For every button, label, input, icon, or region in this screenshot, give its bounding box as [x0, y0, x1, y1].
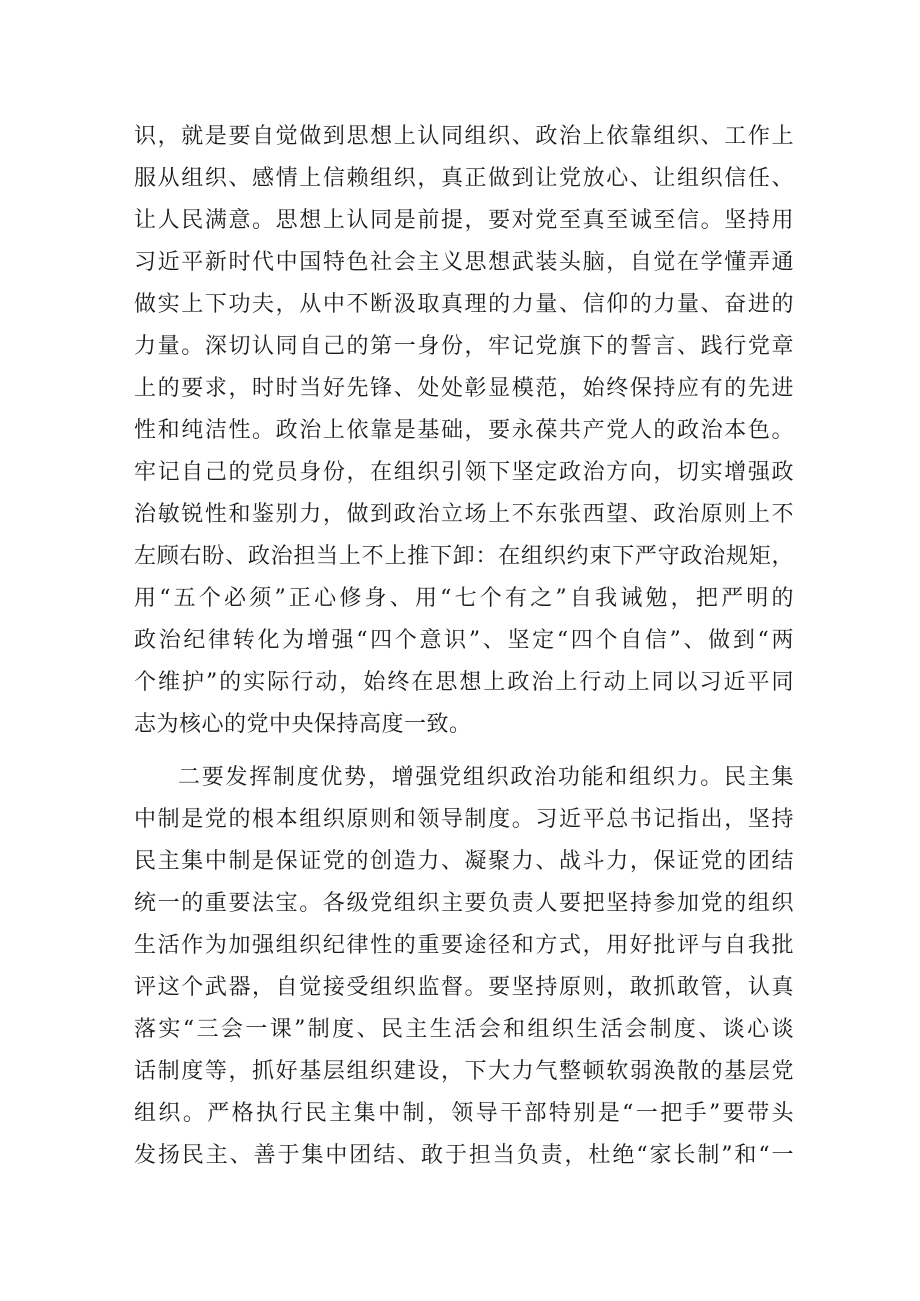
text-line: 话制度等，抓好基层组织建设，下大力气整顿软弱涣散的基层党	[134, 1059, 794, 1084]
text-line: 统一的重要法宝。各级党组织主要负责人要把坚持参加党的组织	[134, 891, 794, 916]
text-line: 上的要求，时时当好先锋、处处彰显模范，始终保持应有的先进	[134, 376, 794, 401]
text-line: 用“五个必须”正心修身、用“七个有之”自我诫勉，把严明的	[134, 586, 794, 611]
text-line: 评这个武器，自觉接受组织监督。要坚持原则，敢抓敢管，认真	[134, 975, 794, 1000]
text-line: 组织。严格执行民主集中制，领导干部特别是“一把手”要带头	[134, 1101, 794, 1126]
text-line: 落实“三会一课”制度、民主生活会和组织生活会制度、谈心谈	[134, 1017, 794, 1042]
paragraph-end-line: 志为核心的党中央保持高度一致。	[134, 712, 472, 737]
text-line: 治敏锐性和鉴别力，做到政治立场上不东张西望、政治原则上不	[134, 502, 794, 527]
text-line: 政治纪律转化为增强“四个意识”、坚定“四个自信”、做到“两	[134, 628, 794, 653]
text-line: 民主集中制是保证党的创造力、凝聚力、战斗力，保证党的团结	[134, 849, 794, 874]
text-line: 性和纯洁性。政治上依靠是基础，要永葆共产党人的政治本色。	[134, 418, 794, 443]
text-line: 左顾右盼、政治担当上不上推下卸：在组织约束下严守政治规矩，	[134, 544, 794, 569]
text-line: 力量。深切认同自己的第一身份，牢记党旗下的誓言、践行党章	[134, 334, 794, 359]
text-line: 让人民满意。思想上认同是前提，要对党至真至诚至信。坚持用	[134, 208, 794, 233]
paragraph-start-line: 二要发挥制度优势，增强党组织政治功能和组织力。民主集	[178, 765, 794, 790]
text-line: 中制是党的根本组织原则和领导制度。习近平总书记指出，坚持	[134, 807, 794, 832]
text-line: 习近平新时代中国特色社会主义思想武装头脑，自觉在学懂弄通	[134, 250, 794, 275]
text-line: 个维护”的实际行动，始终在思想上政治上行动上同以习近平同	[134, 670, 794, 695]
text-line: 做实上下功夫，从中不断汲取真理的力量、信仰的力量、奋进的	[134, 292, 794, 317]
text-line: 发扬民主、善于集中团结、敢于担当负责，杜绝“家长制”和“一	[134, 1143, 794, 1168]
text-line: 牢记自己的党员身份，在组织引领下坚定政治方向，切实增强政	[134, 460, 794, 485]
text-line: 服从组织、感情上信赖组织，真正做到让党放心、让组织信任、	[134, 166, 794, 191]
text-line: 生活作为加强组织纪律性的重要途径和方式，用好批评与自我批	[134, 933, 794, 958]
text-line: 识，就是要自觉做到思想上认同组织、政治上依靠组织、工作上	[134, 124, 794, 149]
